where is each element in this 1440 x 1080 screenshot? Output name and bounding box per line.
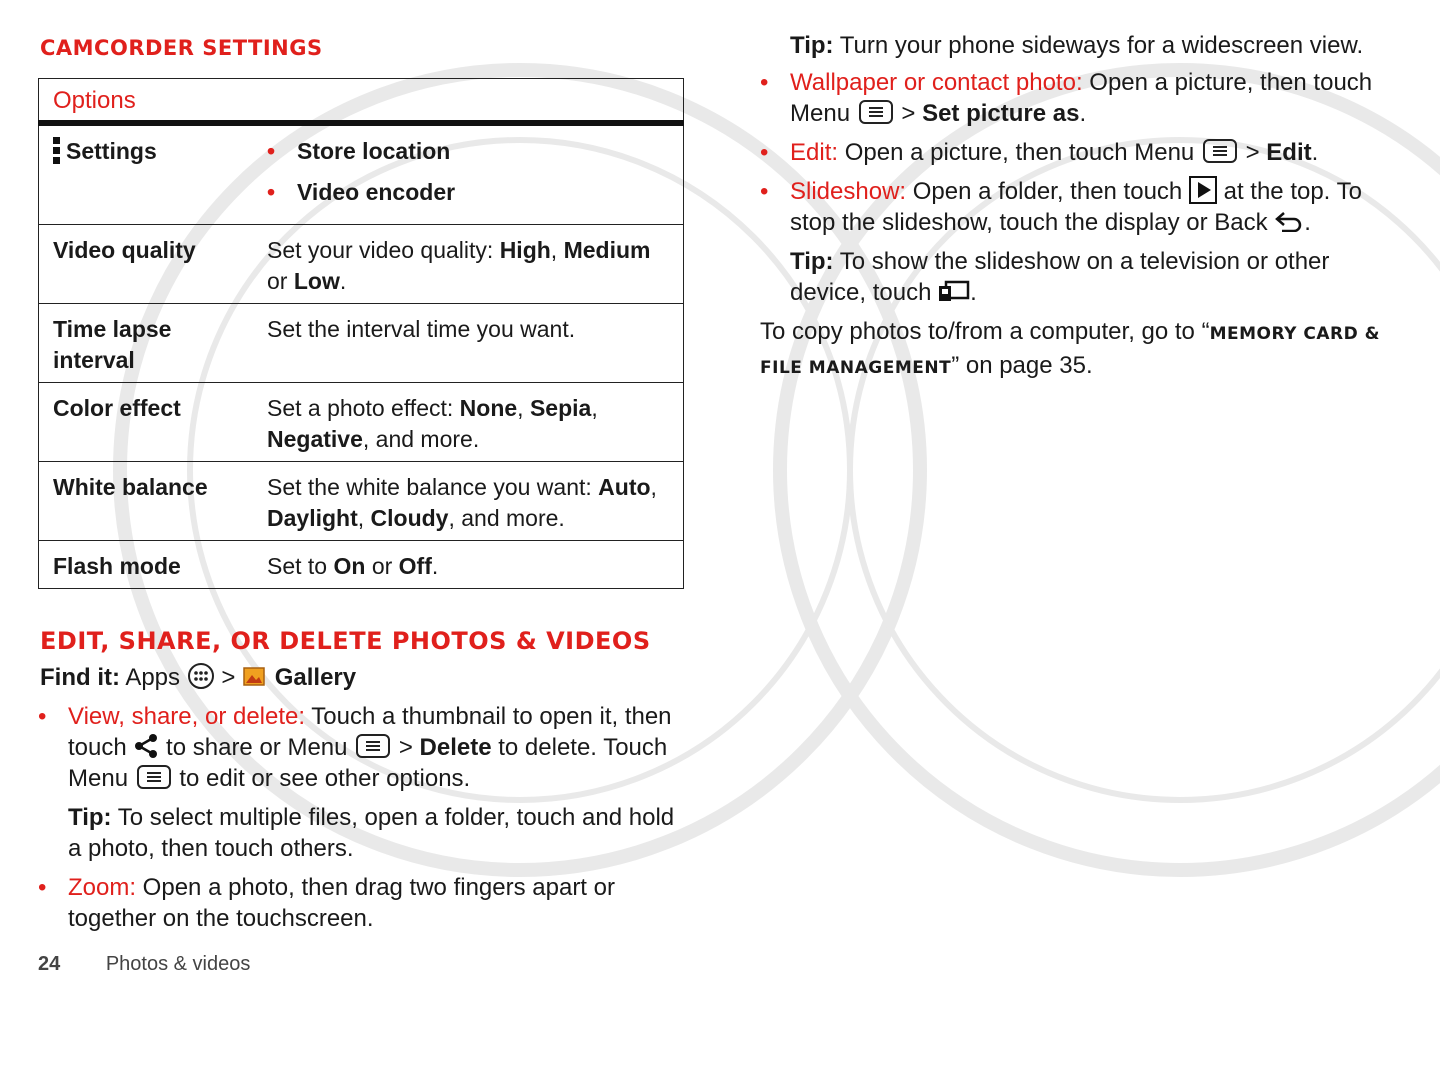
- list-item: • Zoom: Open a photo, then drag two fingers apart or together on the touchscreen.: [38, 872, 686, 934]
- camcorder-settings-heading: CAMCORDER SETTINGS: [40, 36, 323, 60]
- row-key: Color effect: [39, 383, 254, 462]
- apps-label: Apps: [125, 664, 181, 691]
- table-row: [39, 541, 684, 589]
- row-key: Time lapse interval: [39, 304, 254, 383]
- row-value: Set the white balance you want: Auto, Daylight, Cloudy, and more.: [253, 462, 684, 541]
- back-icon: [1274, 210, 1304, 232]
- settings-list: [267, 136, 669, 208]
- tip-slideshow-tv: Tip: To show the slideshow on a television or other device, touch .: [790, 248, 1330, 306]
- menu-icon: [1203, 139, 1237, 163]
- edit-bullets: [38, 701, 686, 794]
- row-value: Set to On or Off.: [253, 541, 684, 589]
- table-row: [39, 383, 684, 462]
- page-footer: [38, 953, 250, 976]
- row-key: Flash mode: [39, 541, 254, 589]
- menu-dots-icon: [53, 137, 60, 165]
- list-item: • Wallpaper or contact photo: Open a picture, then touch Menu > Set picture as.: [760, 67, 1410, 129]
- settings-label: Settings: [66, 138, 157, 164]
- row-value: Set your video quality: High, Medium or Low.: [253, 225, 684, 304]
- row-key: White balance: [39, 462, 254, 541]
- tv-icon: [938, 279, 970, 303]
- row-value: Set a photo effect: None, Sepia, Negative, and more.: [253, 383, 684, 462]
- table-row: [39, 123, 684, 225]
- list-item: • Slideshow: Open a folder, then touch at the top. To stop the slideshow, touch the display or Back .: [760, 176, 1410, 238]
- gallery-label: Gallery: [274, 664, 357, 691]
- tip-select-multiple: Tip: To select multiple files, open a folder, touch and hold a photo, then touch others.: [68, 804, 675, 862]
- share-icon: [133, 733, 159, 759]
- menu-icon: [356, 734, 390, 758]
- edit-bullets-zoom: [38, 872, 686, 934]
- list-item: • Store location: [267, 136, 669, 167]
- table-row: [39, 462, 684, 541]
- section-name: Photos & videos: [105, 953, 251, 975]
- edit-share-delete-heading: EDIT, SHARE, OR DELETE PHOTOS & VIDEOS: [40, 627, 651, 655]
- row-value: Set the interval time you want.: [253, 304, 684, 383]
- table-row: [39, 225, 684, 304]
- photo-options-bullets: [760, 67, 1410, 238]
- gallery-icon: [242, 664, 268, 688]
- list-item: • Edit: Open a picture, then touch Menu > Edit.: [760, 137, 1410, 168]
- find-it-line: Find it: Apps > Gallery: [40, 661, 686, 695]
- list-item: • Video encoder: [267, 177, 669, 208]
- page-number: 24: [38, 953, 61, 975]
- camcorder-options-table: [38, 78, 684, 589]
- menu-icon: [859, 100, 893, 124]
- memory-card-link[interactable]: MEMORY CARD & FILE MANAGEMENT: [760, 324, 1380, 378]
- menu-icon: [137, 765, 171, 789]
- copy-photos-text: To copy photos to/from a computer, go to “MEMORY CARD & FILE MANAGEMENT” on page 35.: [760, 318, 1380, 379]
- row-key: Video quality: [39, 225, 254, 304]
- play-icon: [1189, 176, 1217, 204]
- table-row: [39, 304, 684, 383]
- list-item: • View, share, or delete: Touch a thumbnail to open it, then touch to share or Menu > Delete to delete. Touch Menu to edit or see other options.: [38, 701, 686, 794]
- apps-icon: [187, 662, 215, 690]
- table-header: Options: [39, 79, 684, 124]
- tip-widescreen: Tip: Turn your phone sideways for a widescreen view.: [790, 32, 1364, 59]
